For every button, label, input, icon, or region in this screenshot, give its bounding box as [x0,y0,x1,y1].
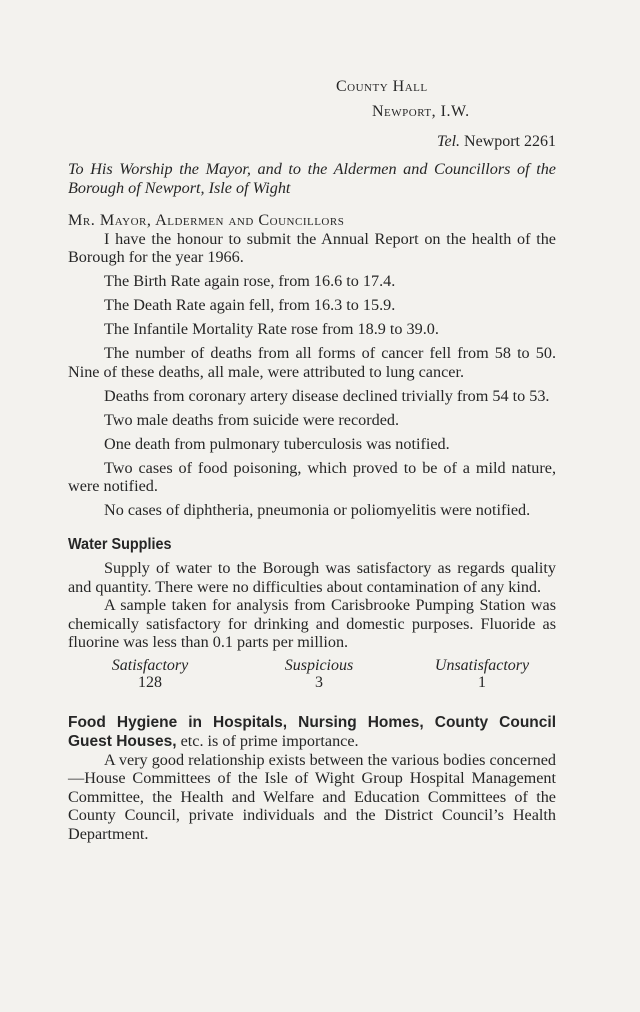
food-hygiene-heading-rest: etc. is of prime importance. [176,731,359,750]
addressee: To His Worship the Mayor, and to the Aldermen and Councillors of the Borough of Newport, Isle of Wight [68,160,556,197]
paragraph: A very good relationship exists between the various bodies concerned—House Committees of the Isle of Wight Group Hospital Management Committee, the Health and Welfare and Education Committees of the County Council, private individuals and the District Council’s Health Department. [68,750,556,843]
result-value: 128 [138,674,162,691]
result-label: Satisfactory [111,656,189,674]
paragraph: A sample taken for analysis from Carisbrooke Pumping Station was chemically satisfactory for drinking and domestic purposes. Fluoride as fluorine was less than 0.1 parts per million. [68,596,556,651]
paragraph: The Birth Rate again rose, from 16.6 to 17.4. [104,272,396,290]
address-line-2: Newport, I.W. [372,103,470,120]
paragraph: Supply of water to the Borough was satisfactory as regards quality and quantity. There were no difficulties about contamination of any kind. [68,559,556,596]
paragraph: One death from pulmonary tuberculosis was notified. [104,434,450,453]
paragraph: I have the honour to submit the Annual Report on the health of the Borough for the year 1966. [68,229,556,266]
result-suspicious [274,657,364,692]
paragraph: The Death Rate again fell, from 16.3 to 15.9. [104,296,396,314]
paragraph: Two male deaths from suicide were recorded. [104,410,400,429]
food-hygiene-heading [68,713,556,751]
result-value: 1 [478,674,486,691]
result-value: 3 [315,674,323,691]
result-satisfactory [104,657,196,692]
address-line-1: County Hall [336,78,428,95]
tel-label: Tel. [437,133,461,150]
report-body [68,160,556,843]
salutation: Mr. Mayor, Aldermen and Councillors [68,211,345,229]
paragraph: The number of deaths from all forms of cancer fell from 58 to 50. Nine of these deaths, all male, were attributed to lung cancer. [68,344,556,381]
tel-number: Newport 2261 [464,133,556,150]
paragraph: Deaths from coronary artery disease declined trivially from 54 to 53. [104,386,550,405]
food-hygiene-heading-bold: Food Hygiene in Hospitals, Nursing Homes, County Council Guest Houses, [68,713,556,750]
result-unsatisfactory [424,657,540,692]
water-supplies-heading: Water Supplies [68,535,172,553]
result-label: Unsatisfactory [434,656,530,674]
paragraph: The Infantile Mortality Rate rose from 18.9 to 39.0. [104,320,439,338]
paragraph: Two cases of food poisoning, which proved to be of a mild nature, were notified. [68,458,556,495]
sample-results [68,657,556,695]
result-label: Suspicious [284,656,354,674]
telephone-line [437,133,556,151]
paragraph: No cases of diphtheria, pneumonia or poliomyelitis were notified. [104,501,531,519]
